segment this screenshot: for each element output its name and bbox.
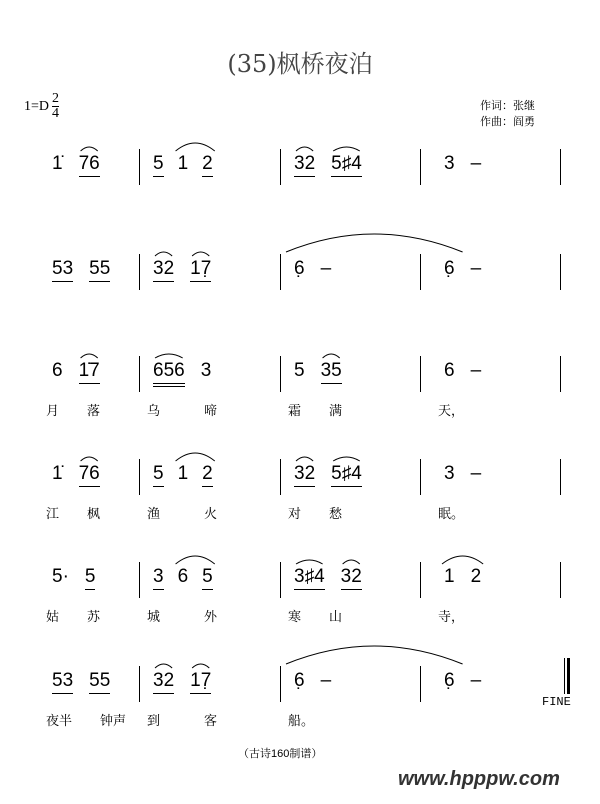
note-group: 5♯4 [331, 463, 362, 487]
measure [444, 258, 481, 281]
note-group: – [320, 670, 332, 691]
note-group: 1̇7 [79, 360, 100, 384]
measure [153, 258, 211, 282]
note-group: 55 [89, 670, 110, 694]
measure [444, 670, 481, 693]
slur [176, 453, 215, 461]
slur [296, 560, 323, 564]
barline [139, 254, 140, 290]
fine-marking: FINE [542, 695, 571, 709]
lyric: 眠。 [438, 506, 465, 521]
note-group: 6̣ [294, 670, 305, 691]
barline [280, 666, 281, 702]
tie [286, 234, 463, 252]
note-group: 32 [294, 463, 315, 487]
lyric: 霜 [288, 403, 302, 418]
note-group: 656 [153, 360, 185, 387]
barline [560, 356, 561, 392]
time-signature [52, 92, 59, 121]
note-group: 1 [177, 463, 189, 484]
lyric: 寺， [438, 609, 465, 624]
measure [294, 670, 331, 693]
note-group: 17̣ [190, 258, 211, 282]
note-group: – [470, 360, 482, 381]
lyric: 外 [204, 609, 218, 624]
note-group: 6 [177, 566, 189, 587]
barline [560, 562, 561, 598]
slur [333, 457, 360, 461]
measure [294, 463, 362, 487]
score-row [0, 670, 600, 742]
song-title: (35)枫桥夜泊 [227, 50, 373, 78]
barline [280, 254, 281, 290]
score-row [0, 258, 600, 330]
note-group: 53 [52, 258, 73, 282]
lyrics-measure [288, 503, 342, 522]
slur [442, 556, 483, 564]
lyrics-measure [147, 606, 217, 625]
slur [155, 664, 172, 668]
note-group: 6̣ [294, 258, 305, 279]
lyrics-measure [438, 606, 464, 625]
slur [81, 147, 98, 151]
slur [81, 354, 98, 358]
note-group: 32 [153, 258, 174, 282]
score-row [0, 463, 600, 535]
measure [52, 360, 100, 384]
measure [444, 360, 481, 383]
lyric: 火 [204, 506, 218, 521]
measure [294, 566, 362, 590]
slur [296, 147, 313, 151]
measure [294, 360, 342, 384]
note-group: 1 [444, 566, 455, 587]
slur [192, 252, 209, 256]
measure [153, 153, 213, 177]
lyrics-measure [46, 710, 126, 729]
slur [155, 354, 183, 358]
note-group: 2 [470, 566, 482, 587]
note-group: 17̣ [190, 670, 211, 694]
note-group: 32 [294, 153, 315, 177]
lyric: 乌 [147, 403, 161, 418]
note-group: 6̣ [444, 670, 455, 691]
note-group: 76 [79, 153, 100, 177]
lyric: 客 [204, 713, 218, 728]
barline [420, 254, 421, 290]
note-group: 5 [85, 566, 96, 590]
barline [420, 562, 421, 598]
tie [286, 646, 463, 664]
lyric: 夜半 [46, 713, 73, 728]
measure [444, 153, 481, 176]
lyric: 到 [147, 713, 161, 728]
key-signature [24, 92, 59, 121]
lyrics-measure [147, 400, 217, 419]
note-group: 1̇ [52, 463, 63, 484]
lyric: 山 [329, 609, 343, 624]
barline [420, 149, 421, 185]
lyric: 愁 [329, 506, 343, 521]
final-barline-thick [567, 658, 570, 694]
measure [52, 463, 100, 487]
measure [294, 258, 331, 281]
note-group: 55 [89, 258, 110, 282]
note-group: 3 [200, 360, 212, 381]
slur [155, 252, 172, 256]
note-group: 5♯4 [331, 153, 362, 177]
barline [139, 666, 140, 702]
time-numerator: 2 [52, 91, 60, 106]
slur [176, 556, 215, 564]
lyrics-measure [438, 503, 464, 522]
key-label: 1=D [24, 98, 50, 114]
note-group: 3 [444, 463, 455, 484]
note-group: 5 [153, 463, 164, 487]
measure [52, 153, 100, 177]
time-denominator: 4 [52, 106, 60, 121]
slur [296, 457, 313, 461]
slur [323, 354, 340, 358]
barline [139, 459, 140, 495]
lyrics-measure [46, 400, 100, 419]
score-row [0, 153, 600, 225]
note-group: 5 [202, 566, 213, 590]
barline [280, 562, 281, 598]
barline [420, 459, 421, 495]
barline [560, 254, 561, 290]
footer-note: （古诗160制谱） [238, 748, 323, 760]
note-group: 2 [202, 153, 213, 177]
measure [52, 566, 95, 590]
barline [139, 562, 140, 598]
final-barline-thin [564, 658, 565, 694]
credits [480, 98, 535, 130]
lyric: 月 [46, 403, 60, 418]
measure [153, 670, 211, 694]
slur [192, 664, 209, 668]
lyrics-measure [438, 400, 464, 419]
measure [153, 566, 213, 590]
barline [280, 149, 281, 185]
barline [560, 459, 561, 495]
score-row [0, 566, 600, 638]
note-group: – [470, 670, 482, 691]
barline [280, 356, 281, 392]
note-group: 6 [444, 360, 455, 381]
note-group: 32 [341, 566, 362, 590]
barline [560, 149, 561, 185]
barline [139, 149, 140, 185]
lyric: 寒 [288, 609, 302, 624]
slur [333, 147, 360, 151]
lyric: 姑 [46, 609, 60, 624]
lyric: 天， [438, 403, 465, 418]
slur [176, 143, 215, 151]
note-group: 6 [52, 360, 63, 381]
barline [420, 666, 421, 702]
lyrics-measure [288, 606, 342, 625]
note-group: 1 [177, 153, 189, 174]
note-group: 35 [321, 360, 342, 384]
lyric: 啼 [204, 403, 218, 418]
note-group: – [470, 258, 482, 279]
measure [153, 463, 213, 487]
note-group: 53 [52, 670, 73, 694]
lyric: 苏 [87, 609, 101, 624]
lyric: 枫 [87, 506, 101, 521]
barline [420, 356, 421, 392]
lyricist: 作词：张继 [480, 100, 535, 112]
note-group: – [320, 258, 332, 279]
lyric: 江 [46, 506, 60, 521]
note-group: 3 [153, 566, 164, 590]
watermark: www.hpppw.com [398, 768, 560, 790]
lyrics-measure [288, 400, 342, 419]
lyrics-measure [46, 503, 100, 522]
lyric: 落 [87, 403, 101, 418]
lyric: 城 [147, 609, 161, 624]
barline [139, 356, 140, 392]
note-group: 1̇ [52, 153, 63, 174]
measure [444, 463, 481, 486]
measure [52, 258, 110, 282]
lyric: 渔 [147, 506, 161, 521]
note-group: 32 [153, 670, 174, 694]
barline [280, 459, 281, 495]
note-group: 5 [294, 360, 305, 381]
note-group: – [470, 153, 482, 174]
note-group: – [470, 463, 482, 484]
lyric: 对 [288, 506, 302, 521]
lyrics-measure [147, 503, 217, 522]
measure [444, 566, 481, 589]
note-group: 76 [79, 463, 100, 487]
lyric: 满 [329, 403, 343, 418]
note-group: 5· [52, 566, 69, 587]
note-group: 2 [202, 463, 213, 487]
note-group: 3♯4 [294, 566, 325, 590]
measure [153, 360, 211, 387]
lyrics-measure [288, 710, 314, 729]
lyrics-measure [147, 710, 217, 729]
composer: 作曲：阎勇 [480, 116, 535, 128]
measure [52, 670, 110, 694]
lyric: 钟声 [100, 713, 127, 728]
note-group: 3 [444, 153, 455, 174]
score-row [0, 360, 600, 432]
note-group: 5 [153, 153, 164, 177]
measure [294, 153, 362, 177]
note-group: 6̣ [444, 258, 455, 279]
lyric: 船。 [288, 713, 315, 728]
slur [343, 560, 360, 564]
lyrics-measure [46, 606, 100, 625]
slur [81, 457, 98, 461]
